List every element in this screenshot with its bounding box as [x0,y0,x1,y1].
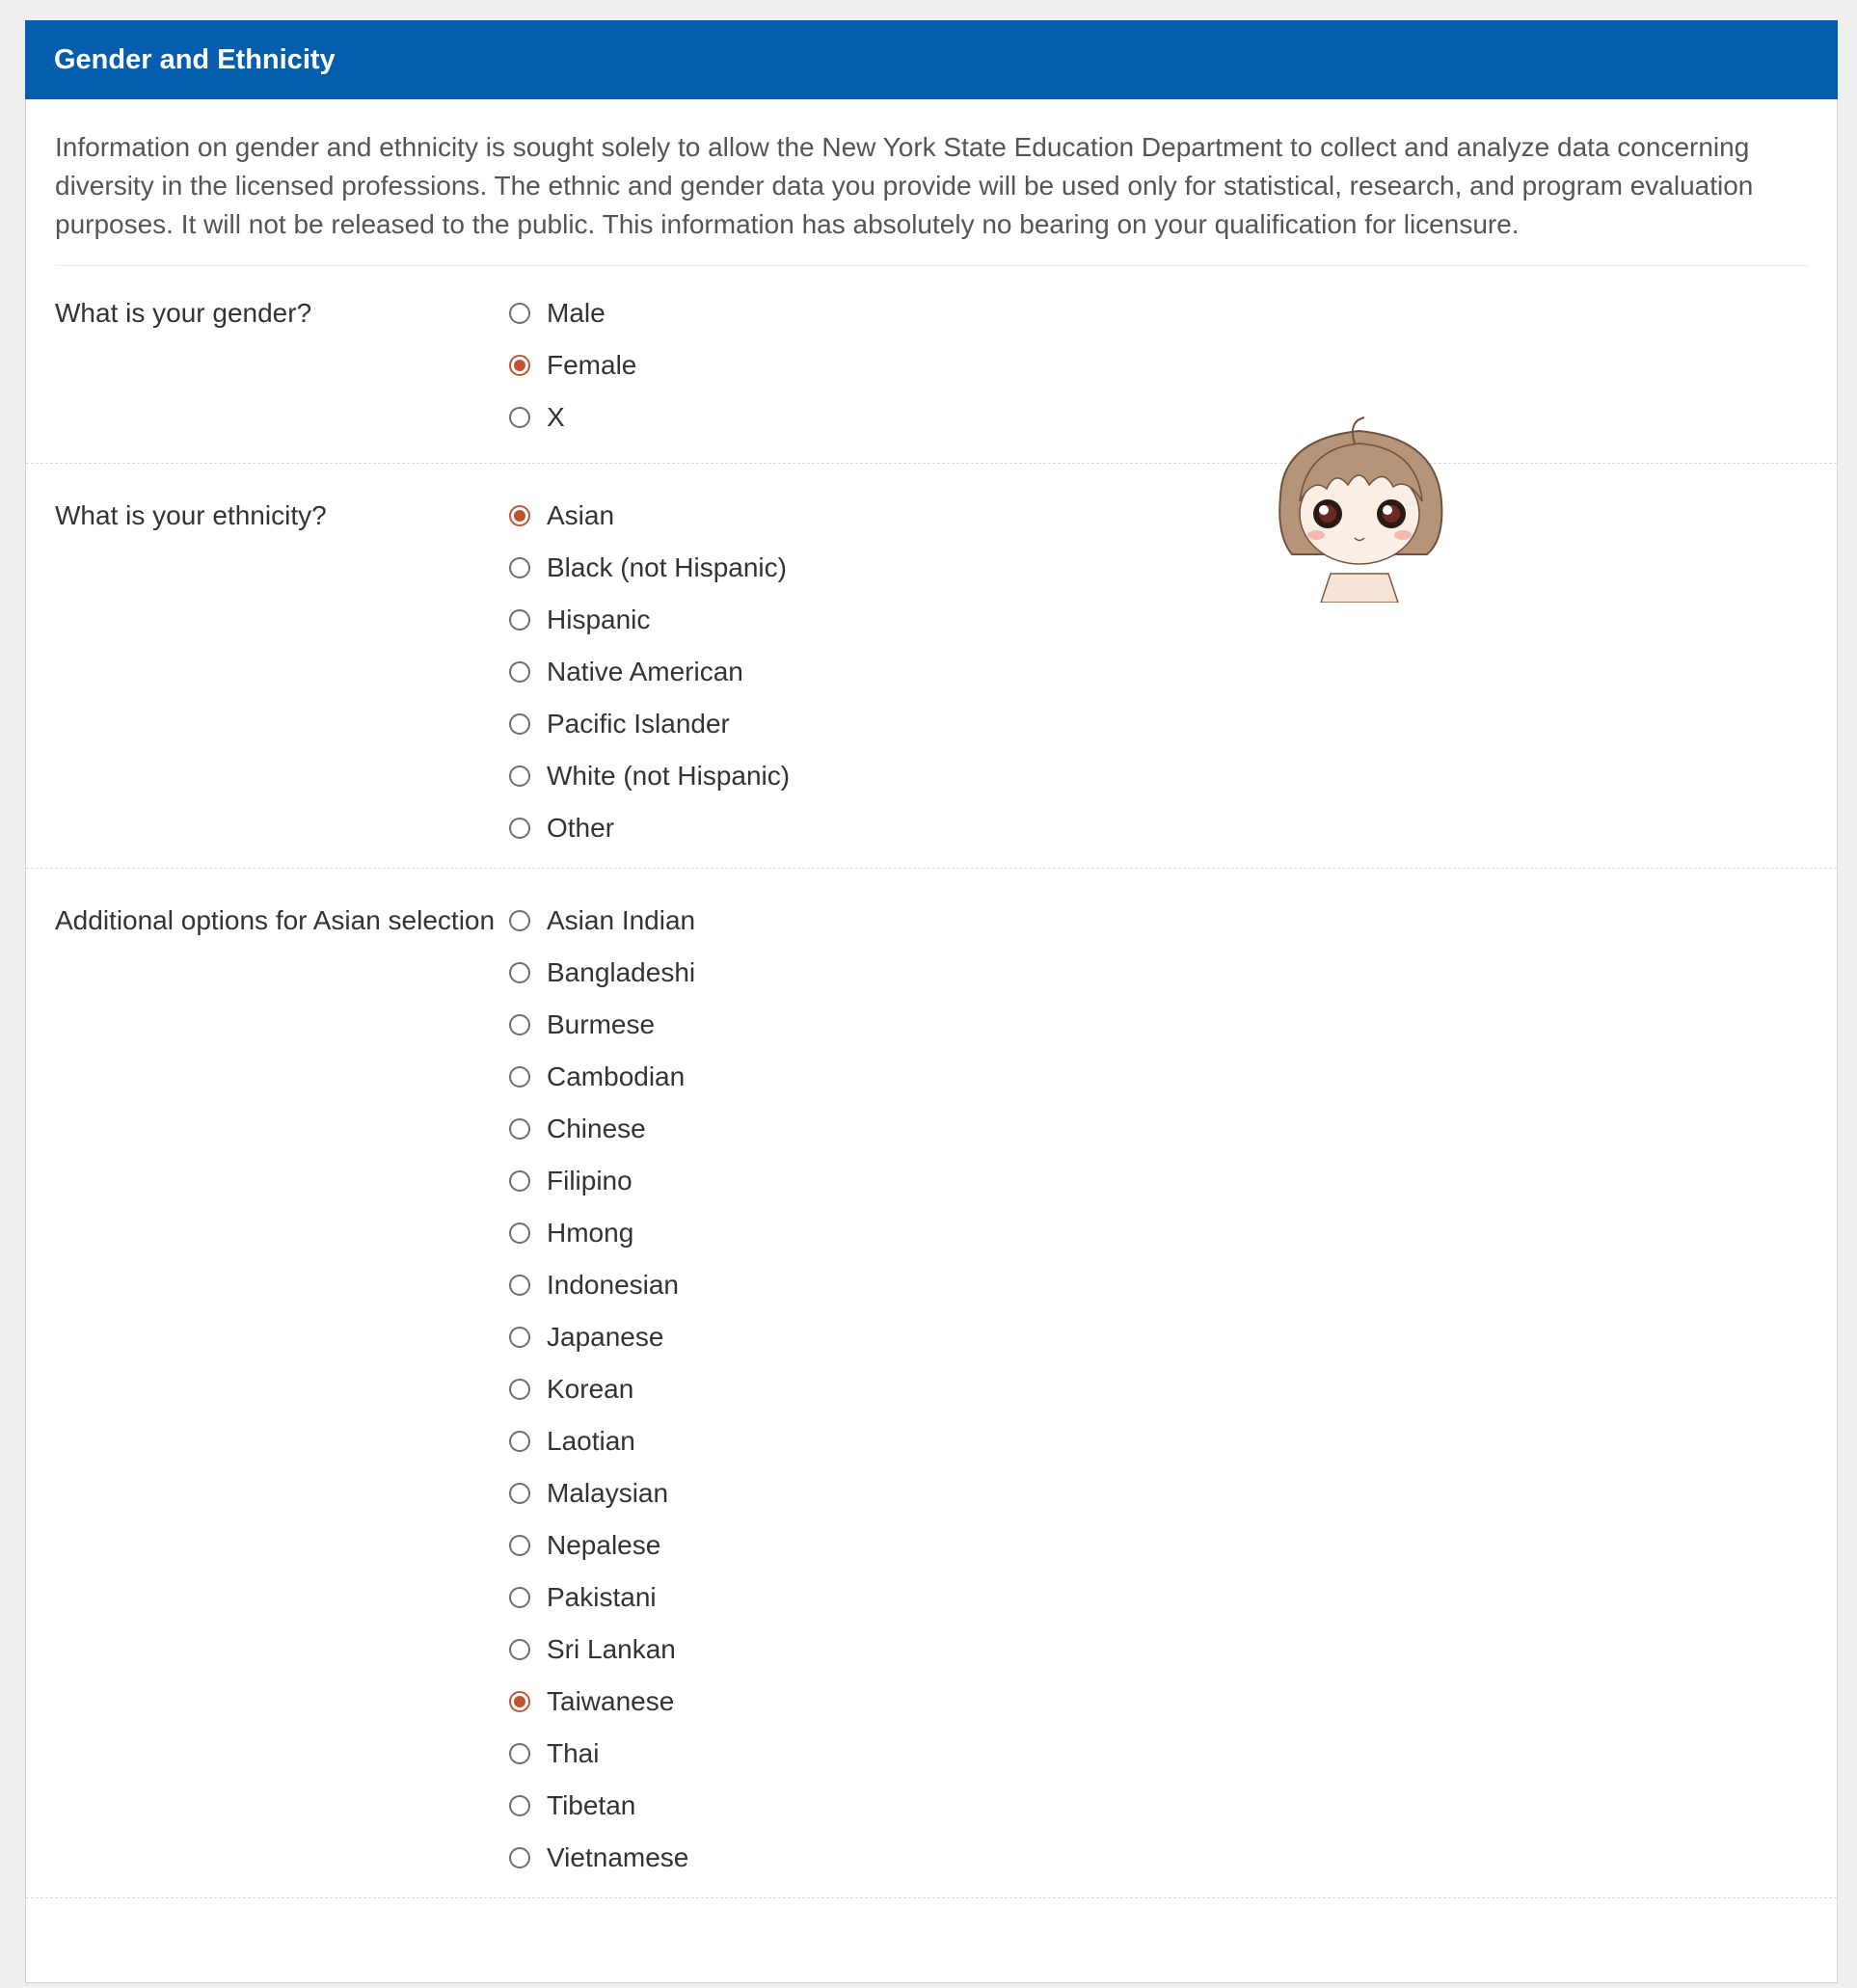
ethnicity-option-label[interactable]: Pacific Islander [547,709,730,739]
asian-option-malaysian[interactable] [508,1467,1808,1519]
gender-option-label[interactable]: X [547,402,565,432]
ethnicity-radio-asian[interactable] [509,505,530,526]
ethnicity-option-label[interactable]: Black (not Hispanic) [547,552,787,582]
asian-option-japanese[interactable] [508,1311,1808,1363]
asian-option-hmong[interactable] [508,1207,1808,1259]
gender-radio-male[interactable] [509,303,530,324]
asian-option-label[interactable]: Pakistani [547,1582,657,1612]
ethnicity-question-label: What is your ethnicity? [55,500,327,530]
asian-option-label[interactable]: Korean [547,1374,634,1404]
asian-radio-vietnamese[interactable] [509,1847,530,1868]
asian-radio-burmese[interactable] [509,1014,530,1035]
ethnicity-option-native-american[interactable] [508,646,1808,698]
gender-options [508,287,1808,463]
chibi-girl-sticker-icon [1263,410,1456,603]
gender-option-female[interactable] [508,339,1808,391]
asian-option-nepalese[interactable] [508,1519,1808,1572]
asian-subgroup-question-label: Additional options for Asian selection [55,905,496,935]
ethnicity-option-label[interactable]: Native American [547,657,743,686]
asian-option-vietnamese[interactable] [508,1832,1808,1884]
asian-option-cambodian[interactable] [508,1051,1808,1103]
asian-option-korean[interactable] [508,1363,1808,1415]
asian-option-label[interactable]: Japanese [547,1322,664,1352]
asian-option-label[interactable]: Burmese [547,1009,656,1039]
ethnicity-option-label[interactable]: Hispanic [547,604,651,634]
asian-radio-taiwanese[interactable] [509,1691,530,1712]
asian-option-label[interactable]: Cambodian [547,1061,686,1091]
asian-option-label[interactable]: Bangladeshi [547,957,696,987]
asian-subgroup-question [26,869,1837,1898]
intro-text: Information on gender and ethnicity is sought solely to allow the New York State Education Department to collect and analyze data concerning diversity in the licensed professions. The ethnic and gender data you provide will be used only for statistical, research, and program evaluation purposes. It will not be released to the public. This information has absolutely no bearing on your qualification for licensure. [55,99,1808,266]
gender-option-x[interactable] [508,391,1808,443]
asian-radio-japanese[interactable] [509,1327,530,1348]
asian-radio-thai[interactable] [509,1743,530,1764]
asian-subgroup-options [508,895,1808,1897]
asian-option-thai[interactable] [508,1728,1808,1780]
ethnicity-option-black-not-hispanic[interactable] [508,542,1808,594]
asian-option-label[interactable]: Nepalese [547,1530,661,1560]
asian-option-label[interactable]: Sri Lankan [547,1634,676,1664]
gender-option-label[interactable]: Female [547,350,637,380]
asian-radio-pakistani[interactable] [509,1587,530,1608]
panel-title: Gender and Ethnicity [25,20,1838,99]
asian-option-label[interactable]: Asian Indian [547,905,696,935]
gender-option-label[interactable]: Male [547,298,606,328]
asian-radio-malaysian[interactable] [509,1483,530,1504]
ethnicity-option-pacific-islander[interactable] [508,698,1808,750]
ethnicity-radio-pacific-islander[interactable] [509,713,530,735]
ethnicity-radio-white-not-hispanic[interactable] [509,766,530,787]
asian-radio-cambodian[interactable] [509,1066,530,1088]
ethnicity-option-other[interactable] [508,802,1808,854]
ethnicity-question [26,464,1837,869]
gender-question [26,266,1837,464]
asian-option-burmese[interactable] [508,999,1808,1051]
ethnicity-option-white-not-hispanic[interactable] [508,750,1808,802]
ethnicity-radio-native-american[interactable] [509,661,530,683]
asian-radio-filipino[interactable] [509,1170,530,1192]
asian-radio-nepalese[interactable] [509,1535,530,1556]
ethnicity-option-asian[interactable] [508,490,1808,542]
ethnicity-option-label[interactable]: Other [547,813,615,843]
ethnicity-option-label[interactable]: Asian [547,500,615,530]
asian-option-label[interactable]: Vietnamese [547,1842,689,1872]
asian-option-label[interactable]: Thai [547,1738,600,1768]
ethnicity-radio-black-not-hispanic[interactable] [509,557,530,578]
asian-radio-indonesian[interactable] [509,1275,530,1296]
asian-radio-sri-lankan[interactable] [509,1639,530,1660]
asian-radio-korean[interactable] [509,1379,530,1400]
gender-ethnicity-panel [25,20,1838,1983]
asian-option-label[interactable]: Tibetan [547,1790,636,1820]
asian-option-indonesian[interactable] [508,1259,1808,1311]
asian-radio-tibetan[interactable] [509,1795,530,1816]
asian-radio-chinese[interactable] [509,1118,530,1140]
asian-option-taiwanese[interactable] [508,1676,1808,1728]
ethnicity-radio-other[interactable] [509,818,530,839]
asian-option-sri-lankan[interactable] [508,1624,1808,1676]
asian-option-pakistani[interactable] [508,1572,1808,1624]
ethnicity-option-label[interactable]: White (not Hispanic) [547,761,791,791]
ethnicity-radio-hispanic[interactable] [509,609,530,631]
asian-option-tibetan[interactable] [508,1780,1808,1832]
asian-option-label[interactable]: Chinese [547,1114,646,1143]
asian-radio-hmong[interactable] [509,1222,530,1244]
asian-option-asian-indian[interactable] [508,895,1808,947]
asian-option-label[interactable]: Hmong [547,1218,634,1248]
asian-option-chinese[interactable] [508,1103,1808,1155]
asian-option-label[interactable]: Taiwanese [547,1686,675,1716]
gender-question-label: What is your gender? [55,298,312,328]
asian-radio-bangladeshi[interactable] [509,962,530,983]
asian-option-bangladeshi[interactable] [508,947,1808,999]
panel-body [26,99,1837,1898]
asian-radio-laotian[interactable] [509,1431,530,1452]
asian-option-label[interactable]: Malaysian [547,1478,669,1508]
asian-option-laotian[interactable] [508,1415,1808,1467]
gender-radio-x[interactable] [509,407,530,428]
gender-radio-female[interactable] [509,355,530,376]
asian-option-filipino[interactable] [508,1155,1808,1207]
gender-option-male[interactable] [508,287,1808,339]
asian-option-label[interactable]: Indonesian [547,1270,680,1300]
asian-option-label[interactable]: Filipino [547,1166,632,1195]
asian-option-label[interactable]: Laotian [547,1426,635,1456]
ethnicity-options [508,490,1808,868]
ethnicity-option-hispanic[interactable] [508,594,1808,646]
asian-radio-asian-indian[interactable] [509,910,530,931]
